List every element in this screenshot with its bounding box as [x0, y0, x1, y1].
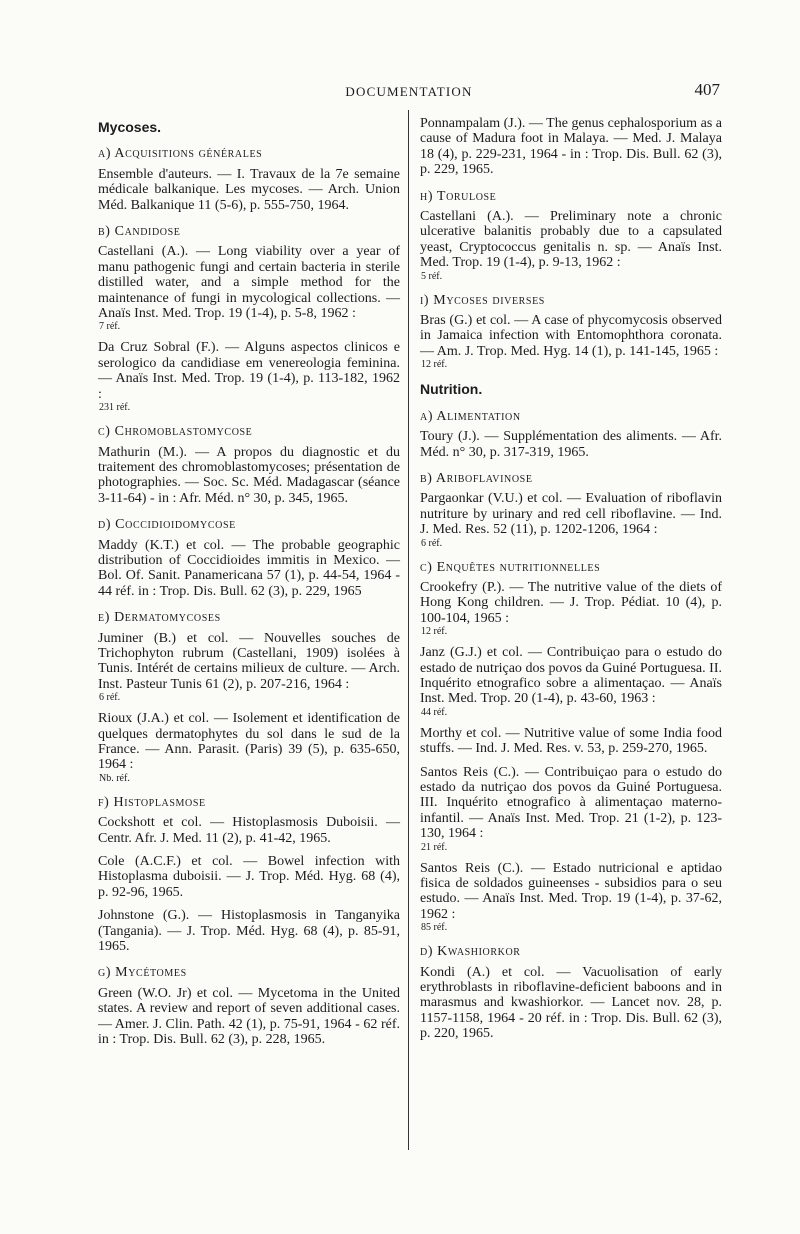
entry-text: Mathurin (M.). — A propos du diagnostic et du traitement des chromoblastomycoses; présentation de photographies. — Soc. Sc. Méd. Madagascar (séance 3-11-64) - in : Afr. Méd. n° 30, p. 345, 1965.	[98, 444, 400, 506]
subsection-heading: i) Mycoses diverses	[420, 292, 545, 308]
page-number: 407	[694, 80, 720, 99]
entry-refs: Nb. réf.	[99, 772, 130, 784]
entry-refs: 6 réf.	[421, 537, 443, 549]
entry-text: Cole (A.C.F.) et col. — Bowel infection with Histoplasma duboisii. — J. Trop. Méd. Hyg. 68 (4), p. 92-96, 1965.	[98, 854, 400, 900]
bibliography-entry	[420, 765, 722, 853]
bibliography-entry	[420, 965, 722, 1042]
subsection-heading: g) Mycétomes	[98, 965, 187, 981]
bibliography-entry	[98, 538, 400, 600]
entry-text: Ponnampalam (J.). — The genus cephalosporium as a cause of Madura foot in Malaya. — Med. J. Malaya 18 (4), p. 229-231, 1964 - in : Trop. Dis. Bull. 62 (3), p. 229, 1965.	[420, 116, 722, 178]
entry-refs: 12 réf.	[421, 626, 448, 638]
entry-text: Rioux (J.A.) et col. — Isolement et identification de quelques dermatophytes du sol dans le sud de la France. — Ann. Parasit. (Paris) 39 (5), p. 635-650, 1964 :	[98, 711, 400, 773]
entry-text: Da Cruz Sobral (F.). — Alguns aspectos clinicos e serologico da candidiase em venereologia feminina. — Anaïs Inst. Med. Trop. 19 (1-4), p. 113-182, 1962 :	[98, 340, 400, 402]
entry-text: Morthy et col. — Nutritive value of some India food stuffs. — Ind. J. Med. Res. v. 53, p. 259-270, 1965.	[420, 725, 722, 757]
bibliography-entry	[420, 861, 722, 934]
entry-text: Pargaonkar (V.U.) et col. — Evaluation of riboflavin nutriture by urinary and red cell riboflavine. — Ind. J. Med. Res. 52 (11), p. 1202-1206, 1964 :	[420, 491, 722, 538]
subsection-heading: b) Ariboflavinose	[420, 470, 533, 486]
bibliography-entry	[98, 815, 400, 846]
entry-text: Toury (J.). — Supplémentation des aliments. — Afr. Méd. n° 30, p. 317-319, 1965.	[420, 429, 722, 460]
bibliography-entry	[420, 313, 722, 370]
entry-text: Cockshott et col. — Histoplasmosis Duboisii. — Centr. Afr. J. Med. 11 (2), p. 41-42, 1965.	[98, 815, 400, 846]
entry-text: Maddy (K.T.) et col. — The probable geographic distribution of Coccidioides immitis in Mexico. — Bol. Of. Sanit. Panamericana 57 (1), p. 44-54, 1964 - 44 réf. in : Trop. Dis. Bull. 62 (3), p. 229, 1965	[98, 537, 400, 599]
entry-refs: 231 réf.	[99, 402, 131, 414]
page-header	[98, 80, 720, 102]
subsection-heading: d) Coccidioidomycose	[98, 517, 236, 533]
bibliography-entry	[98, 854, 400, 900]
bibliography-entry	[98, 711, 400, 784]
right-column	[420, 116, 722, 1050]
subsection-heading: c) Chromoblastomycose	[98, 424, 253, 440]
bibliography-entry	[420, 726, 722, 757]
section-title: Mycoses.	[98, 119, 162, 135]
entry-refs: 44 réf.	[421, 706, 448, 718]
entry-text: Bras (G.) et col. — A case of phycomycosis observed in Jamaica infection with Entomophthora coronata. — Am. J. Trop. Med. Hyg. 14 (1), p. 141-145, 1965 :	[420, 313, 722, 359]
bibliography-entry	[98, 445, 400, 507]
entry-text: Santos Reis (C.). — Contribuiçao para o estudo do estado da nutriçao dos povos da Guiné Portuguesa. III. Inquérito etnografico à alimentaçao materno-infantil. — Anaïs Inst. Med. Trop. 21 (1-2), p. 123-130, 1964 :	[420, 764, 722, 842]
entry-refs: 7 réf.	[99, 321, 121, 333]
subsection-heading: f) Histoplasmose	[98, 794, 206, 810]
entry-text: Ensemble d'auteurs. — I. Travaux de la 7e semaine médicale balkanique. Les mycoses. — Arch. Union Méd. Balkanique 11 (5-6), p. 555-750, 1964.	[98, 166, 400, 213]
subsection-heading: b) Candidose	[98, 224, 181, 240]
bibliography-entry	[98, 340, 400, 413]
section-title: Nutrition.	[420, 381, 483, 398]
subsection-heading: d) Kwashiorkor	[420, 944, 521, 960]
subsection-heading: a) Alimentation	[420, 408, 521, 424]
bibliography-entry	[98, 631, 400, 704]
column-divider	[408, 110, 409, 1150]
left-column	[98, 116, 400, 1056]
entry-text: Kondi (A.) et col. — Vacuolisation of early erythroblasts in riboflavine-deficient baboons and in marasmus and kwashiorkor. — Lancet nov. 28, p. 1157-1158, 1964 - 20 réf. in : Trop. Dis. Bull. 62 (3), p. 220, 1965.	[420, 964, 722, 1042]
entry-text: Crookefry (P.). — The nutritive value of the diets of Hong Kong children. — J. Trop. Pédiat. 10 (4), p. 100-104, 1965 :	[420, 579, 722, 626]
entry-text: Green (W.O. Jr) et col. — Mycetoma in the United states. A review and report of seven additional cases. — Amer. J. Clin. Path. 42 (1), p. 75-91, 1964 - 62 réf. in : Trop. Dis. Bull. 62 (3), p. 228, 1965.	[98, 985, 400, 1048]
subsection-heading: e) Dermatomycoses	[98, 610, 221, 626]
entry-text: Janz (G.J.) et col. — Contribuiçao para o estudo do estado de nutriçao dos povos da Guiné Portuguesa. II. Inquérito etnografico sobre a alimentaçao. — Anaïs Inst. Med. Trop. 20 (1-4), p. 43-60, 1963 :	[420, 645, 722, 707]
subsection-heading: h) Torulose	[420, 188, 497, 204]
entry-text: Santos Reis (C.). — Estado nutricional e aptidao fisica de soldados guineenses - subsidios para o seu estudo. — Anaïs Inst. Med. Trop. 19 (1-4), p. 37-62, 1962 :	[420, 860, 722, 922]
entry-refs: 6 réf.	[99, 692, 121, 704]
entry-refs: 21 réf.	[421, 841, 448, 853]
subsection-heading: c) Enquêtes nutritionnelles	[420, 559, 601, 575]
entry-refs: 85 réf.	[421, 922, 448, 934]
bibliography-entry	[98, 908, 400, 954]
bibliography-entry	[420, 429, 722, 460]
entry-text: Juminer (B.) et col. — Nouvelles souches de Trichophyton rubrum (Castellani, 1909) isolées à Tunis. Intérét de certains milieux de culture. — Arch. Inst. Pasteur Tunis 61 (2), p. 207-216, 1964 :	[98, 630, 400, 692]
entry-refs: 12 réf.	[421, 359, 448, 371]
bibliography-entry	[420, 580, 722, 637]
bibliography-entry	[420, 491, 722, 548]
entry-text: Johnstone (G.). — Histoplasmosis in Tanganyika (Tangania). — J. Trop. Méd. Hyg. 68 (4), p. 85-91, 1965.	[98, 908, 400, 955]
bibliography-entry	[420, 209, 722, 282]
entry-refs: 5 réf.	[421, 270, 443, 282]
entry-text: Castellani (A.). — Preliminary note a chronic ulcerative balanitis probably due to a capsulated yeast, Cryptococcus genitalis n. sp. — Anaïs Inst. Med. Trop. 19 (1-4), p. 9-13, 1962 :	[420, 209, 722, 271]
running-head: DOCUMENTATION	[345, 84, 473, 99]
bibliography-entry	[98, 986, 400, 1048]
bibliography-entry	[420, 645, 722, 718]
bibliography-entry	[98, 167, 400, 213]
entry-text: Castellani (A.). — Long viability over a year of manu pathogenic fungi and certain bacteria in sterile distilled water, and a simple method for the maintenance of fungi in mycological collections. — Anaïs Inst. Med. Trop. 19 (1-4), p. 5-8, 1962 :	[98, 244, 400, 322]
bibliography-entry	[98, 244, 400, 332]
bibliography-entry	[420, 116, 722, 178]
subsection-heading: a) Acquisitions générales	[98, 146, 263, 162]
